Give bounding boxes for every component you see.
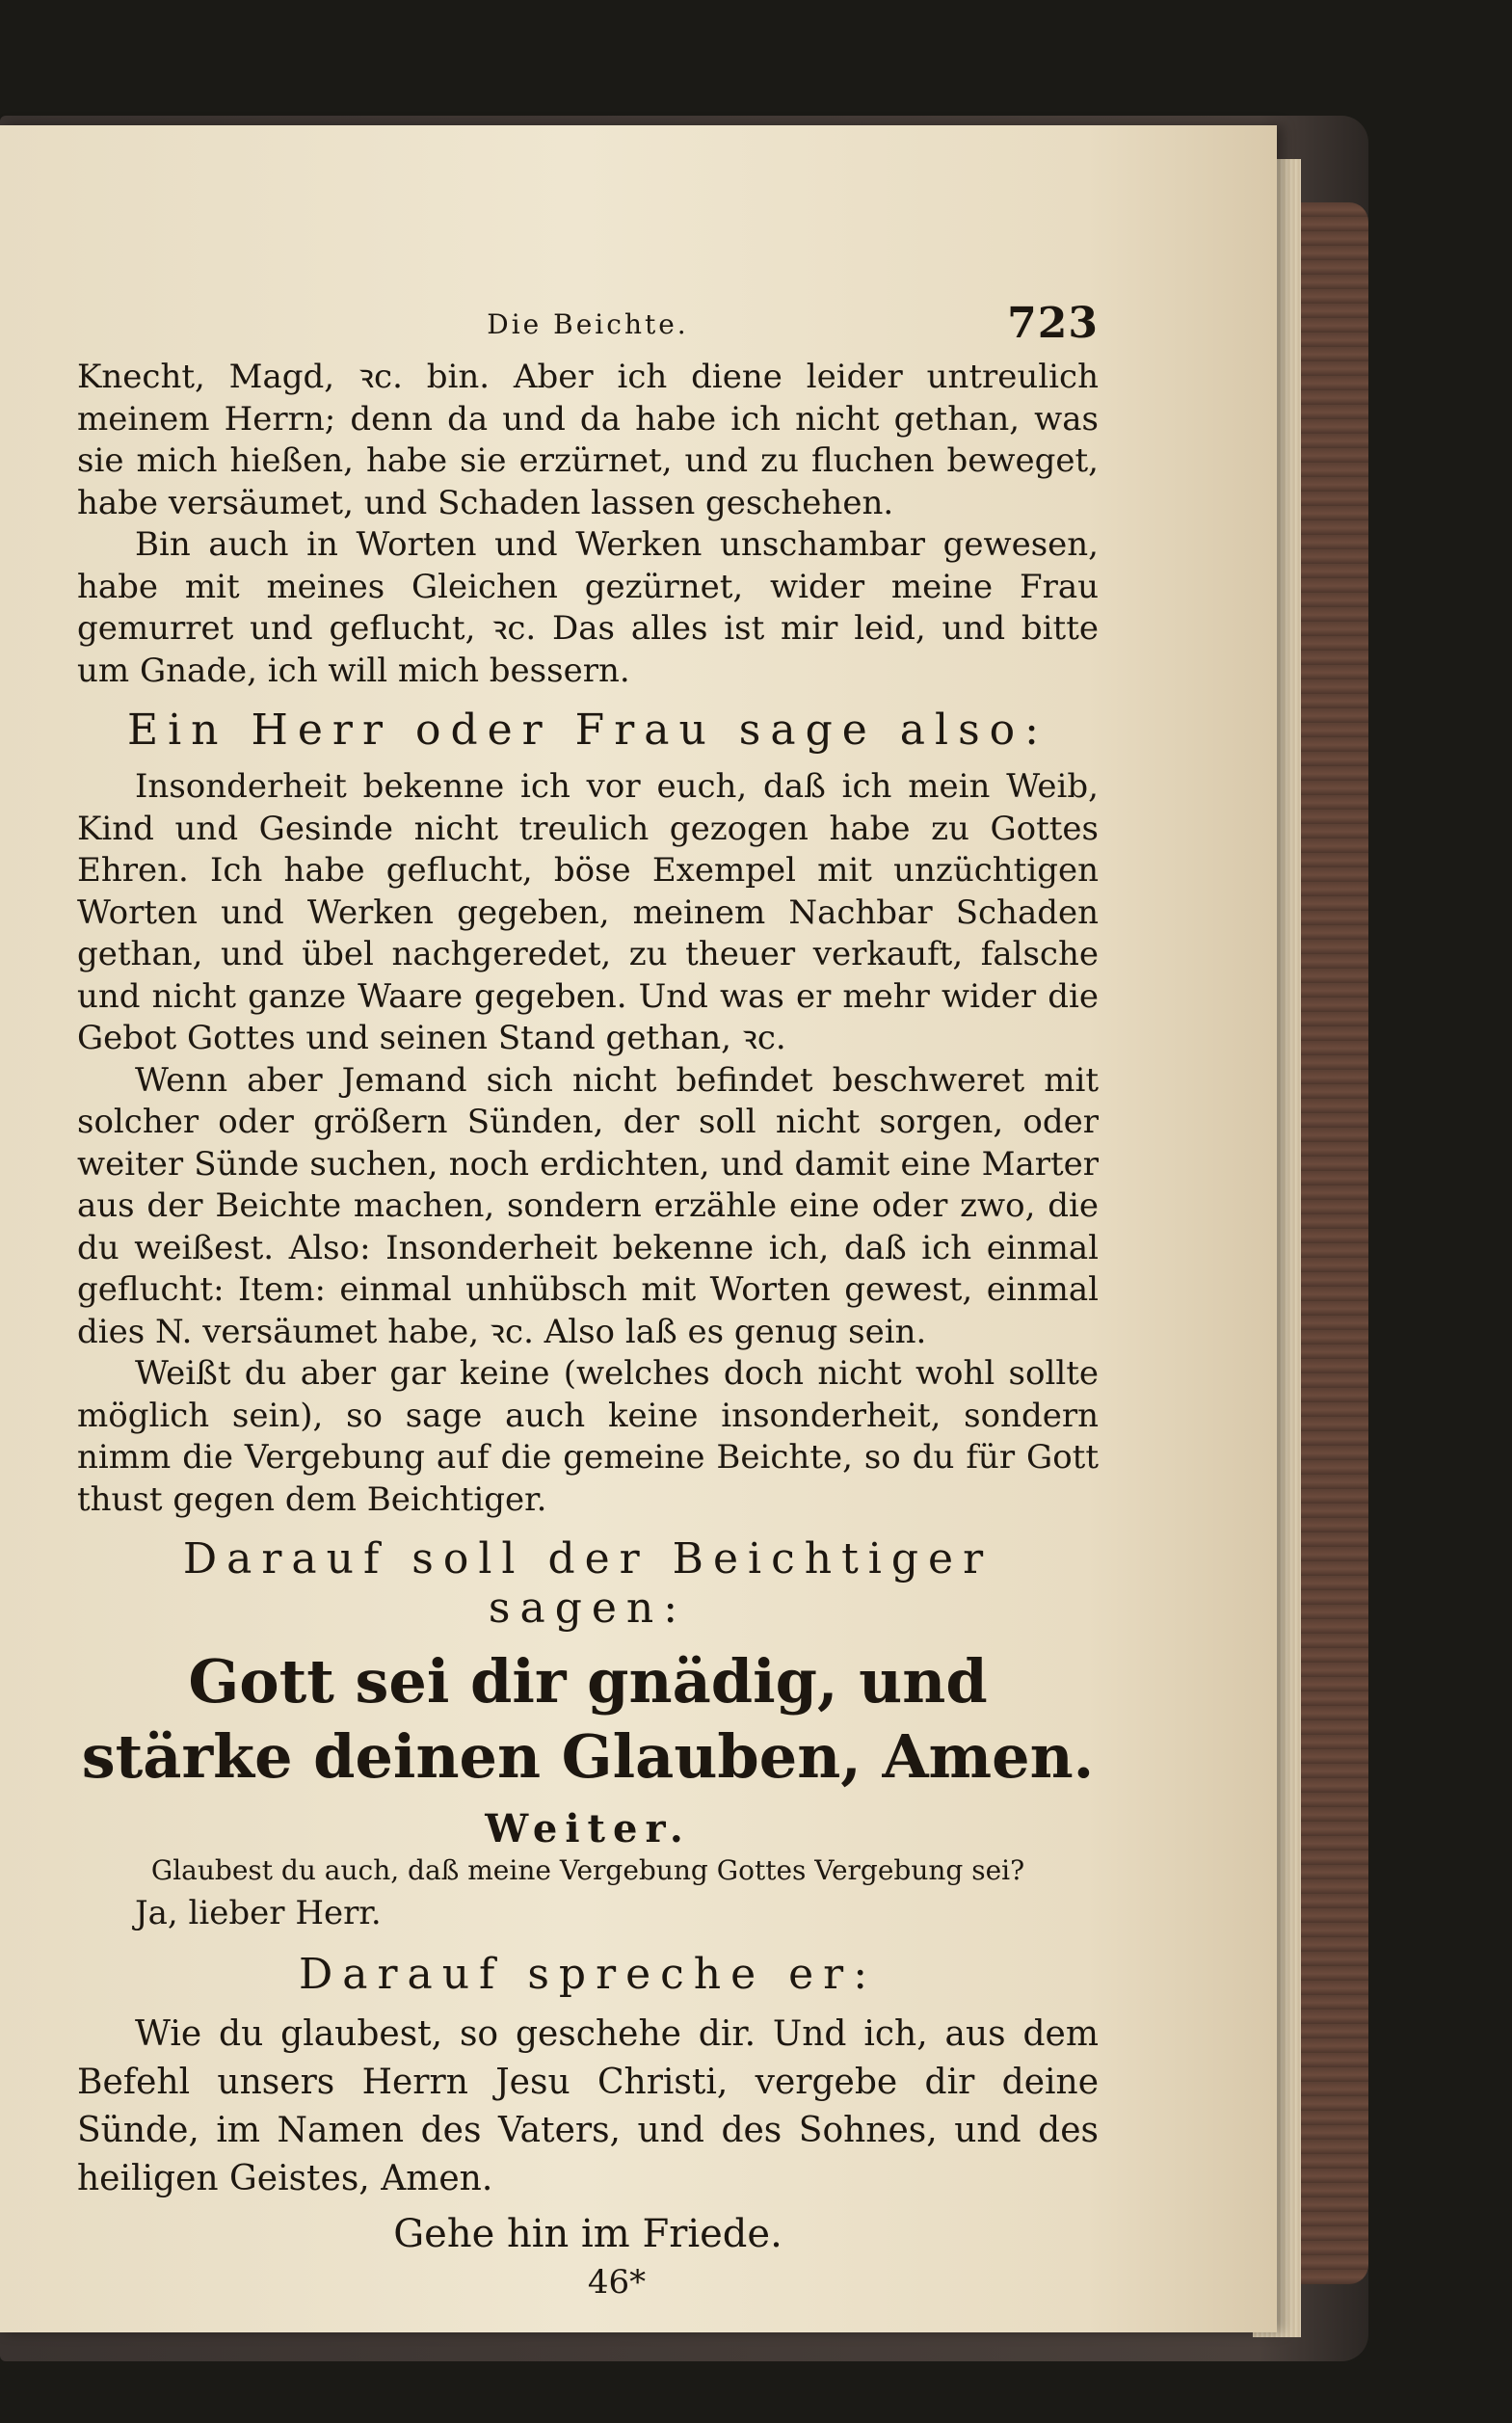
paragraph: Bin auch in Worten und Werken unschambar gewesen, habe mit meines Gleichen gezürnet, wider meine Frau gemurret und geflucht, ꝛc. Das alles ist mir leid, und bitte um Gnade, ich will mich bessern. (77, 525, 1099, 690)
section-heading: Weiter. (485, 1806, 691, 1851)
paragraph: Knecht, Magd, ꝛc. bin. Aber ich diene leider untreulich meinem Herrn; denn da und da habe ich nicht gethan, was sie mich hießen, habe sie erzürnet, und zu fluchen beweget, habe versäumet, und Schaden lassen geschehen. (77, 358, 1099, 522)
paragraph: Wenn aber Jemand sich nicht befindet beschweret mit solcher oder größern Sünden, der soll nicht sorgen, oder weiter Sünde suchen, noch erdichten, und damit eine Marter aus der Beichte machen, sondern erzähle eine oder zwo, die du weißest. Also: Insonderheit bekenne ich, daß ich einmal geflucht: Item: einmal unhübsch mit Worten gewest, einmal dies N. versäumet habe, ꝛc. Also laß es genug sein. (77, 1060, 1099, 1351)
question-text: Glaubest du auch, daß meine Vergebung Gottes Vergebung sei? (150, 1854, 1025, 1886)
section-heading: Darauf soll der Beichtiger sagen: (182, 1534, 994, 1633)
section-heading: Darauf spreche er: (298, 1950, 878, 1999)
blessing-text: Gott sei dir gnädig, und stärke deinen Glauben, Amen. (81, 1646, 1095, 1792)
page-number: 723 (1007, 299, 1099, 348)
page-header (77, 289, 1099, 357)
book-page (0, 125, 1277, 2332)
paragraph: Insonderheit bekenne ich vor euch, daß ich mein Weib, Kind und Gesinde nicht treulich gezogen habe zu Gottes Ehren. Ich habe geflucht, böse Exempel mit unzüchtigen Worten und Werken gegeben, meinem Nachbar Schaden gethan, und übel nachgeredet, zu theuer verkauft, falsche und nicht ganze Waare gegeben. Und was er mehr wider die Gebot Gottes und seinen Stand gethan, ꝛc. (77, 767, 1099, 1057)
absolution-text: Wie du glaubest, so geschehe dir. Und ich, aus dem Befehl unsers Herrn Jesu Christi, vergebe dir deine Sünde, im Namen des Vaters, und des Sohnes, und des heiligen Geistes, Amen. (77, 2014, 1099, 2198)
section-heading: Ein Herr oder Frau sage also: (126, 706, 1048, 755)
text-block (77, 289, 1099, 2302)
running-title: Die Beichte. (487, 308, 689, 340)
closing-line: Gehe hin im Friede. (393, 2212, 783, 2256)
paragraph: Weißt du aber gar keine (welches doch nicht wohl sollte möglich sein), so sage auch keine insonderheit, sondern nimm die Vergebung auf die gemeine Beichte, so du für Gott thust gegen dem Beichtiger. (77, 1354, 1099, 1519)
answer-text: Ja, lieber Herr. (135, 1894, 382, 1932)
signature-mark: 46* (587, 2263, 647, 2302)
